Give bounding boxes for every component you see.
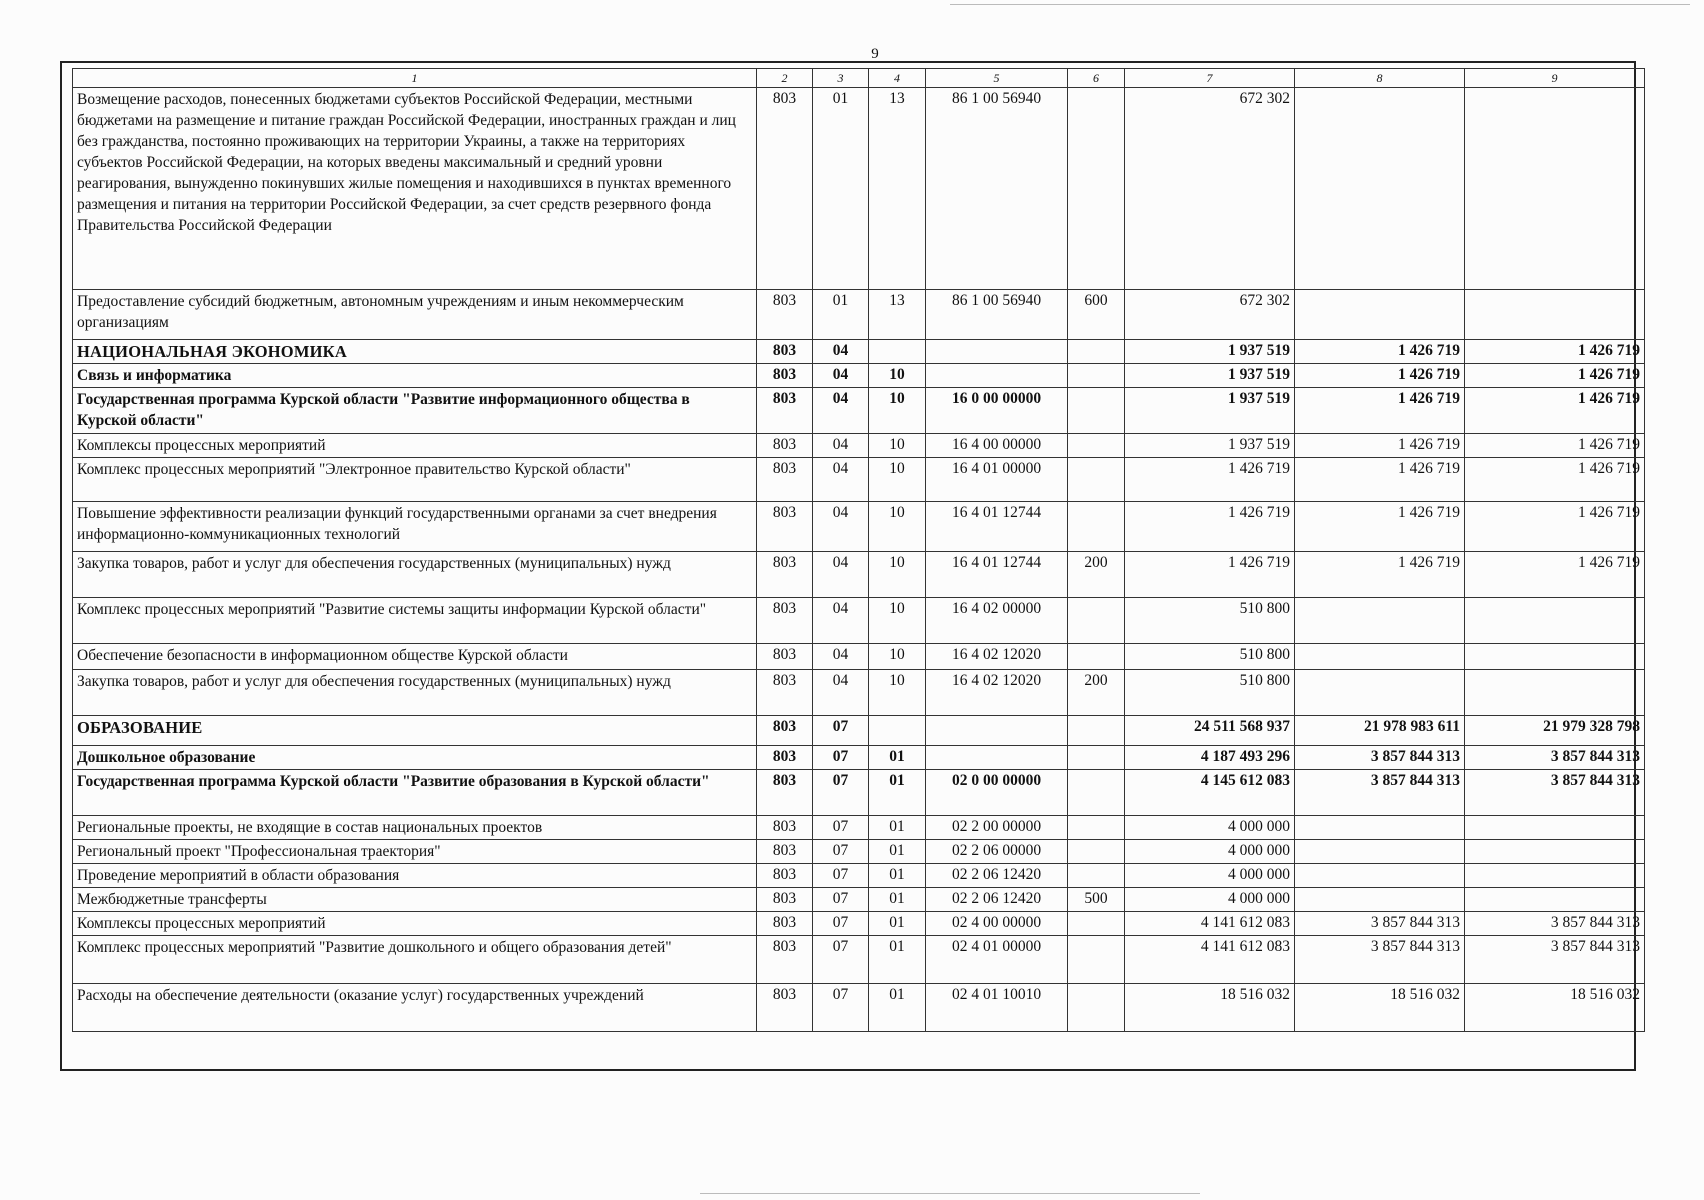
cell-amount-2: 3 857 844 313 bbox=[1295, 912, 1465, 936]
table-row bbox=[73, 434, 1645, 458]
cell-target-article: 02 4 01 10010 bbox=[926, 984, 1068, 1032]
cell-expense-type bbox=[1068, 864, 1125, 888]
cell-ministry: 803 bbox=[757, 552, 813, 598]
cell-target-article bbox=[926, 340, 1068, 364]
cell-ministry: 803 bbox=[757, 598, 813, 644]
page-number: 9 bbox=[871, 46, 879, 62]
cell-amount-3 bbox=[1465, 88, 1645, 290]
cell-section: 07 bbox=[813, 840, 869, 864]
cell-expense-type bbox=[1068, 644, 1125, 670]
cell-amount-1: 1 937 519 bbox=[1125, 364, 1295, 388]
cell-expense-type bbox=[1068, 388, 1125, 434]
cell-ministry: 803 bbox=[757, 936, 813, 984]
cell-subsection: 13 bbox=[869, 88, 926, 290]
row-name: Межбюджетные трансферты bbox=[73, 888, 757, 912]
row-name: Региональные проекты, не входящие в состав национальных проектов bbox=[73, 816, 757, 840]
cell-ministry: 803 bbox=[757, 746, 813, 770]
cell-amount-3: 1 426 719 bbox=[1465, 552, 1645, 598]
cell-amount-3: 1 426 719 bbox=[1465, 502, 1645, 552]
cell-target-article: 16 4 01 00000 bbox=[926, 458, 1068, 502]
cell-amount-1: 1 937 519 bbox=[1125, 434, 1295, 458]
table-row bbox=[73, 770, 1645, 816]
cell-section: 04 bbox=[813, 502, 869, 552]
cell-subsection: 01 bbox=[869, 912, 926, 936]
row-name: Государственная программа Курской области "Развитие информационного общества в Курской области" bbox=[73, 388, 757, 434]
cell-target-article: 86 1 00 56940 bbox=[926, 290, 1068, 340]
cell-section: 04 bbox=[813, 670, 869, 716]
cell-amount-2: 1 426 719 bbox=[1295, 434, 1465, 458]
cell-section: 07 bbox=[813, 936, 869, 984]
cell-section: 04 bbox=[813, 644, 869, 670]
cell-amount-1: 1 426 719 bbox=[1125, 458, 1295, 502]
cell-expense-type bbox=[1068, 816, 1125, 840]
cell-subsection: 13 bbox=[869, 290, 926, 340]
cell-amount-3: 1 426 719 bbox=[1465, 388, 1645, 434]
col-header-name: 1 bbox=[73, 69, 757, 88]
cell-subsection: 01 bbox=[869, 840, 926, 864]
cell-amount-1: 510 800 bbox=[1125, 644, 1295, 670]
cell-target-article bbox=[926, 746, 1068, 770]
table-row bbox=[73, 746, 1645, 770]
table-row bbox=[73, 670, 1645, 716]
cell-amount-3 bbox=[1465, 598, 1645, 644]
col-header-amount-3: 9 bbox=[1465, 69, 1645, 88]
table-row bbox=[73, 88, 1645, 290]
cell-ministry: 803 bbox=[757, 458, 813, 502]
cell-amount-3: 18 516 032 bbox=[1465, 984, 1645, 1032]
cell-expense-type bbox=[1068, 912, 1125, 936]
cell-expense-type bbox=[1068, 434, 1125, 458]
cell-amount-2: 1 426 719 bbox=[1295, 364, 1465, 388]
cell-target-article: 02 2 06 00000 bbox=[926, 840, 1068, 864]
cell-section: 04 bbox=[813, 388, 869, 434]
cell-target-article: 02 4 01 00000 bbox=[926, 936, 1068, 984]
cell-amount-3: 1 426 719 bbox=[1465, 458, 1645, 502]
cell-section: 04 bbox=[813, 340, 869, 364]
cell-ministry: 803 bbox=[757, 388, 813, 434]
cell-amount-1: 4 141 612 083 bbox=[1125, 912, 1295, 936]
row-name: Проведение мероприятий в области образования bbox=[73, 864, 757, 888]
cell-expense-type bbox=[1068, 716, 1125, 746]
cell-ministry: 803 bbox=[757, 816, 813, 840]
cell-expense-type: 200 bbox=[1068, 552, 1125, 598]
cell-amount-2 bbox=[1295, 816, 1465, 840]
cell-subsection: 10 bbox=[869, 598, 926, 644]
cell-subsection: 01 bbox=[869, 816, 926, 840]
cell-subsection: 01 bbox=[869, 770, 926, 816]
cell-target-article: 02 2 00 00000 bbox=[926, 816, 1068, 840]
cell-subsection: 10 bbox=[869, 434, 926, 458]
row-name: Государственная программа Курской области "Развитие образования в Курской области" bbox=[73, 770, 757, 816]
cell-expense-type bbox=[1068, 598, 1125, 644]
table-row bbox=[73, 840, 1645, 864]
cell-amount-3 bbox=[1465, 864, 1645, 888]
table-row bbox=[73, 340, 1645, 364]
cell-amount-3: 1 426 719 bbox=[1465, 434, 1645, 458]
cell-target-article: 02 2 06 12420 bbox=[926, 864, 1068, 888]
cell-amount-3: 1 426 719 bbox=[1465, 340, 1645, 364]
top-scan-line bbox=[950, 4, 1690, 5]
cell-expense-type bbox=[1068, 502, 1125, 552]
cell-subsection: 10 bbox=[869, 388, 926, 434]
cell-ministry: 803 bbox=[757, 716, 813, 746]
cell-amount-3: 1 426 719 bbox=[1465, 364, 1645, 388]
cell-ministry: 803 bbox=[757, 364, 813, 388]
table-row bbox=[73, 716, 1645, 746]
col-header-section: 3 bbox=[813, 69, 869, 88]
cell-section: 04 bbox=[813, 598, 869, 644]
cell-amount-3 bbox=[1465, 840, 1645, 864]
col-header-subsection: 4 bbox=[869, 69, 926, 88]
cell-amount-1: 1 426 719 bbox=[1125, 502, 1295, 552]
cell-target-article: 16 0 00 00000 bbox=[926, 388, 1068, 434]
cell-subsection: 10 bbox=[869, 502, 926, 552]
cell-ministry: 803 bbox=[757, 984, 813, 1032]
row-name: Комплекс процессных мероприятий "Электронное правительство Курской области" bbox=[73, 458, 757, 502]
cell-amount-1: 4 141 612 083 bbox=[1125, 936, 1295, 984]
cell-amount-2: 1 426 719 bbox=[1295, 458, 1465, 502]
row-name: Предоставление субсидий бюджетным, автономным учреждениям и иным некоммерческим организациям bbox=[73, 290, 757, 340]
row-name: Повышение эффективности реализации функций государственными органами за счет внедрения информационно-коммуникационных технологий bbox=[73, 502, 757, 552]
column-number-header-row bbox=[73, 69, 1645, 88]
cell-amount-1: 18 516 032 bbox=[1125, 984, 1295, 1032]
col-header-target-article: 5 bbox=[926, 69, 1068, 88]
cell-subsection: 10 bbox=[869, 458, 926, 502]
cell-amount-3 bbox=[1465, 290, 1645, 340]
table-row bbox=[73, 644, 1645, 670]
cell-subsection bbox=[869, 716, 926, 746]
cell-expense-type bbox=[1068, 88, 1125, 290]
cell-ministry: 803 bbox=[757, 840, 813, 864]
table-row bbox=[73, 458, 1645, 502]
cell-subsection: 01 bbox=[869, 984, 926, 1032]
cell-section: 01 bbox=[813, 88, 869, 290]
cell-ministry: 803 bbox=[757, 88, 813, 290]
cell-amount-1: 4 000 000 bbox=[1125, 888, 1295, 912]
cell-expense-type bbox=[1068, 746, 1125, 770]
table-row bbox=[73, 290, 1645, 340]
row-name: Обеспечение безопасности в информационном обществе Курской области bbox=[73, 644, 757, 670]
cell-section: 07 bbox=[813, 888, 869, 912]
cell-amount-2: 21 978 983 611 bbox=[1295, 716, 1465, 746]
cell-amount-1: 4 000 000 bbox=[1125, 840, 1295, 864]
cell-target-article: 16 4 00 00000 bbox=[926, 434, 1068, 458]
cell-target-article: 86 1 00 56940 bbox=[926, 88, 1068, 290]
cell-amount-3 bbox=[1465, 670, 1645, 716]
cell-target-article: 16 4 01 12744 bbox=[926, 552, 1068, 598]
cell-amount-2 bbox=[1295, 598, 1465, 644]
row-name: ОБРАЗОВАНИЕ bbox=[73, 716, 757, 746]
cell-expense-type: 200 bbox=[1068, 670, 1125, 716]
cell-amount-2: 1 426 719 bbox=[1295, 502, 1465, 552]
cell-ministry: 803 bbox=[757, 290, 813, 340]
cell-ministry: 803 bbox=[757, 864, 813, 888]
table-row bbox=[73, 936, 1645, 984]
row-name: Возмещение расходов, понесенных бюджетами субъектов Российской Федерации, местными бюджетами на размещение и питание граждан Российской Федерации, иностранных граждан и лиц без гражданства, постоянно проживающих на территории Украины, а также на территориях субъектов Российской Федерации, на которых введены максимальный и средний уровни реагирования, вынужденно покинувших жилые помещения и находившихся в пунктах временного размещения и питания на территории Российской Федерации, за счет средств резервного фонда Правительства Российской Федерации bbox=[73, 88, 757, 290]
row-name: Комплексы процессных мероприятий bbox=[73, 912, 757, 936]
row-name: Расходы на обеспечение деятельности (оказание услуг) государственных учреждений bbox=[73, 984, 757, 1032]
cell-amount-3 bbox=[1465, 816, 1645, 840]
cell-section: 07 bbox=[813, 912, 869, 936]
cell-amount-3: 3 857 844 313 bbox=[1465, 746, 1645, 770]
cell-expense-type bbox=[1068, 840, 1125, 864]
cell-amount-2 bbox=[1295, 644, 1465, 670]
cell-subsection: 10 bbox=[869, 364, 926, 388]
cell-subsection: 01 bbox=[869, 936, 926, 984]
cell-amount-2: 1 426 719 bbox=[1295, 388, 1465, 434]
cell-section: 04 bbox=[813, 458, 869, 502]
cell-section: 01 bbox=[813, 290, 869, 340]
cell-amount-1: 510 800 bbox=[1125, 598, 1295, 644]
cell-subsection: 10 bbox=[869, 552, 926, 598]
cell-amount-1: 4 145 612 083 bbox=[1125, 770, 1295, 816]
bottom-scan-line bbox=[700, 1193, 1200, 1194]
row-name: Комплексы процессных мероприятий bbox=[73, 434, 757, 458]
cell-target-article: 16 4 02 12020 bbox=[926, 670, 1068, 716]
cell-subsection: 01 bbox=[869, 746, 926, 770]
cell-amount-2: 3 857 844 313 bbox=[1295, 746, 1465, 770]
cell-amount-3 bbox=[1465, 888, 1645, 912]
cell-ministry: 803 bbox=[757, 670, 813, 716]
table-row bbox=[73, 864, 1645, 888]
cell-target-article bbox=[926, 364, 1068, 388]
cell-section: 07 bbox=[813, 716, 869, 746]
table-row bbox=[73, 364, 1645, 388]
cell-amount-3: 3 857 844 313 bbox=[1465, 770, 1645, 816]
cell-amount-2 bbox=[1295, 864, 1465, 888]
row-name: Связь и информатика bbox=[73, 364, 757, 388]
cell-expense-type bbox=[1068, 770, 1125, 816]
table-row bbox=[73, 816, 1645, 840]
cell-ministry: 803 bbox=[757, 502, 813, 552]
col-header-expense-type: 6 bbox=[1068, 69, 1125, 88]
cell-amount-1: 1 937 519 bbox=[1125, 388, 1295, 434]
cell-ministry: 803 bbox=[757, 644, 813, 670]
cell-amount-1: 672 302 bbox=[1125, 88, 1295, 290]
cell-amount-1: 1 426 719 bbox=[1125, 552, 1295, 598]
cell-amount-3: 3 857 844 313 bbox=[1465, 912, 1645, 936]
cell-ministry: 803 bbox=[757, 888, 813, 912]
table-row bbox=[73, 888, 1645, 912]
cell-subsection: 10 bbox=[869, 670, 926, 716]
cell-amount-2 bbox=[1295, 840, 1465, 864]
cell-expense-type: 600 bbox=[1068, 290, 1125, 340]
cell-amount-2 bbox=[1295, 888, 1465, 912]
cell-amount-2 bbox=[1295, 290, 1465, 340]
table-row bbox=[73, 552, 1645, 598]
cell-ministry: 803 bbox=[757, 340, 813, 364]
cell-expense-type bbox=[1068, 936, 1125, 984]
cell-target-article: 02 2 06 12420 bbox=[926, 888, 1068, 912]
col-header-amount-1: 7 bbox=[1125, 69, 1295, 88]
budget-table bbox=[72, 68, 1645, 1032]
cell-amount-1: 4 187 493 296 bbox=[1125, 746, 1295, 770]
cell-subsection: 01 bbox=[869, 888, 926, 912]
cell-amount-2: 18 516 032 bbox=[1295, 984, 1465, 1032]
row-name: Комплекс процессных мероприятий "Развитие системы защиты информации Курской области" bbox=[73, 598, 757, 644]
cell-amount-1: 4 000 000 bbox=[1125, 864, 1295, 888]
cell-amount-2: 1 426 719 bbox=[1295, 340, 1465, 364]
row-name: Закупка товаров, работ и услуг для обеспечения государственных (муниципальных) нужд bbox=[73, 552, 757, 598]
col-header-amount-2: 8 bbox=[1295, 69, 1465, 88]
cell-subsection: 01 bbox=[869, 864, 926, 888]
cell-section: 04 bbox=[813, 552, 869, 598]
cell-amount-3: 3 857 844 313 bbox=[1465, 936, 1645, 984]
cell-section: 07 bbox=[813, 984, 869, 1032]
cell-amount-3 bbox=[1465, 644, 1645, 670]
cell-subsection: 10 bbox=[869, 644, 926, 670]
cell-target-article: 16 4 02 00000 bbox=[926, 598, 1068, 644]
cell-target-article bbox=[926, 716, 1068, 746]
cell-ministry: 803 bbox=[757, 912, 813, 936]
cell-expense-type bbox=[1068, 458, 1125, 502]
cell-section: 07 bbox=[813, 816, 869, 840]
cell-ministry: 803 bbox=[757, 434, 813, 458]
cell-amount-2 bbox=[1295, 88, 1465, 290]
cell-section: 04 bbox=[813, 434, 869, 458]
cell-expense-type bbox=[1068, 340, 1125, 364]
cell-expense-type bbox=[1068, 364, 1125, 388]
cell-amount-1: 4 000 000 bbox=[1125, 816, 1295, 840]
row-name: Закупка товаров, работ и услуг для обеспечения государственных (муниципальных) нужд bbox=[73, 670, 757, 716]
cell-amount-1: 510 800 bbox=[1125, 670, 1295, 716]
cell-amount-1: 24 511 568 937 bbox=[1125, 716, 1295, 746]
cell-section: 07 bbox=[813, 864, 869, 888]
cell-section: 04 bbox=[813, 364, 869, 388]
cell-section: 07 bbox=[813, 770, 869, 816]
cell-target-article: 02 4 00 00000 bbox=[926, 912, 1068, 936]
cell-amount-2: 3 857 844 313 bbox=[1295, 936, 1465, 984]
cell-amount-2: 3 857 844 313 bbox=[1295, 770, 1465, 816]
row-name: Комплекс процессных мероприятий "Развитие дошкольного и общего образования детей" bbox=[73, 936, 757, 984]
cell-expense-type: 500 bbox=[1068, 888, 1125, 912]
table-row bbox=[73, 502, 1645, 552]
table-row bbox=[73, 598, 1645, 644]
cell-amount-1: 1 937 519 bbox=[1125, 340, 1295, 364]
cell-subsection bbox=[869, 340, 926, 364]
cell-expense-type bbox=[1068, 984, 1125, 1032]
cell-amount-2: 1 426 719 bbox=[1295, 552, 1465, 598]
cell-section: 07 bbox=[813, 746, 869, 770]
cell-amount-3: 21 979 328 798 bbox=[1465, 716, 1645, 746]
table-row bbox=[73, 984, 1645, 1032]
cell-amount-1: 672 302 bbox=[1125, 290, 1295, 340]
cell-amount-2 bbox=[1295, 670, 1465, 716]
cell-ministry: 803 bbox=[757, 770, 813, 816]
row-name: НАЦИОНАЛЬНАЯ ЭКОНОМИКА bbox=[73, 340, 757, 364]
cell-target-article: 16 4 02 12020 bbox=[926, 644, 1068, 670]
row-name: Дошкольное образование bbox=[73, 746, 757, 770]
row-name: Региональный проект "Профессиональная траектория" bbox=[73, 840, 757, 864]
table-row bbox=[73, 388, 1645, 434]
cell-target-article: 02 0 00 00000 bbox=[926, 770, 1068, 816]
cell-target-article: 16 4 01 12744 bbox=[926, 502, 1068, 552]
col-header-ministry: 2 bbox=[757, 69, 813, 88]
table-row bbox=[73, 912, 1645, 936]
